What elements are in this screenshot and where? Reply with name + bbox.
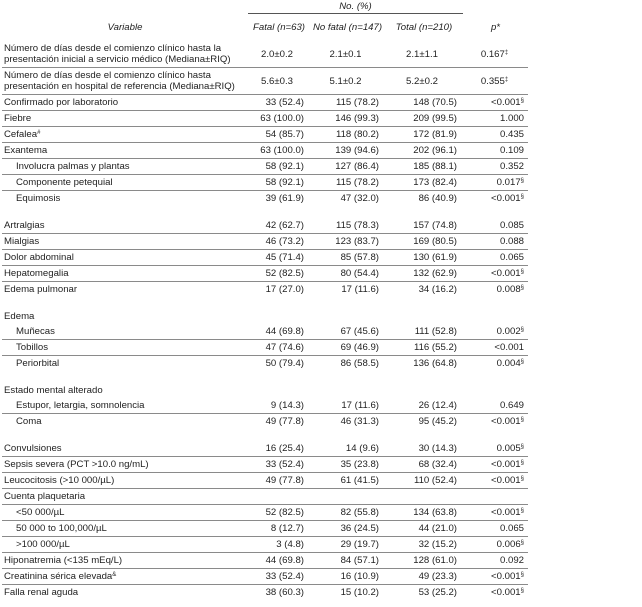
p-value [463,553,528,569]
fatal-value: 17 (27.0) [265,284,304,295]
row-label [2,41,248,68]
row-label [2,383,248,398]
footnote-mark: § [520,476,524,482]
footnote-mark: § [520,508,524,514]
table-row [2,218,528,234]
p-value [463,234,528,250]
table-row [2,266,528,282]
row-label [2,234,248,250]
no-fatal-value: 115 (78.2) [310,175,385,191]
table-row [2,441,528,457]
total-value: 26 (12.4) [385,398,463,414]
row-label [2,585,248,601]
row-label [2,553,248,569]
row-label [2,569,248,585]
total-value: 110 (52.4) [385,473,463,489]
row-label-text: Sepsis severa (PCT >10.0 ng/mL) [4,459,149,470]
table-row [2,569,528,585]
p-value-text: 0.352 [499,161,524,172]
row-label [2,473,248,489]
table-row [2,191,528,207]
footnote-mark: § [520,444,524,450]
no-fatal-value: 82 (55.8) [310,505,385,521]
row-label-text: Estado mental alterado [4,385,103,396]
fatal-value: 33 (52.4) [248,569,310,585]
no-fatal-value: 14 (9.6) [310,441,385,457]
no-fatal-value: 16 (10.9) [310,569,385,585]
table-row [2,159,528,175]
total-value: 130 (61.9) [385,250,463,266]
row-label-text: Periorbital [16,358,60,369]
p-value [463,398,528,414]
p-value-text: <0.001 [491,507,521,518]
no-fatal-value: 36 (24.5) [310,521,385,537]
row-label-text: Cuenta plaquetaria [4,491,86,502]
p-value-text: 0.065 [499,523,524,534]
fatal-value: 44 (69.8) [248,324,310,340]
total-value: 44 (21.0) [385,521,463,537]
no-fatal-value: 139 (94.6) [310,143,385,159]
p-value [463,218,528,234]
total-value: 111 (52.8) [385,324,463,340]
no-fatal-value: 15 (10.2) [340,587,379,598]
row-label-text: Exantema [4,145,48,156]
footnote-mark: § [520,178,524,184]
total-value: 185 (88.1) [385,159,463,175]
total-value: 32 (15.2) [385,537,463,553]
row-label [2,309,248,324]
footnote-mark: § [520,285,524,291]
p-value [463,309,528,324]
no-fatal-value: 86 (58.5) [340,358,379,369]
row-label [2,457,248,473]
p-value-text: 0.004 [496,358,521,369]
fatal-value: 58 (92.1) [248,175,310,191]
table-row [2,414,528,430]
footnote-mark: § [520,327,524,333]
row-label-text: Número de días desde el comienzo clínico hasta presentación en hospital de referencia (Mediana±RIQ) [4,70,235,92]
table-row [2,111,528,127]
table-row [2,457,528,473]
no-fatal-value: 127 (86.4) [310,159,385,175]
spacer-row [2,429,528,441]
fatal-value: 49 (77.8) [265,416,304,427]
p-value-text: 0.085 [499,220,524,231]
total-value: 172 (81.9) [385,127,463,143]
p-value [463,521,528,537]
no-fatal-value: 80 (54.4) [310,266,385,282]
table-row [2,175,528,191]
p-value-text: <0.001 [491,416,521,427]
p-value-text: <0.001 [494,342,524,353]
table-row [2,68,528,95]
total-value: 86 (40.9) [418,193,457,204]
footnote-mark: § [520,572,524,578]
table-row [2,383,528,398]
total-value: 202 (96.1) [385,143,463,159]
p-value-text: 0.005 [496,443,521,454]
total-value: 157 (74.8) [385,218,463,234]
total-value: 53 (25.2) [418,587,457,598]
row-label-text: Hepatomegalia [4,268,69,279]
row-label [2,324,248,340]
p-value [463,282,528,298]
row-label-text: Leucocitosis (>10 000/µL) [4,475,115,486]
p-value-text: <0.001 [491,97,521,108]
table-row [2,250,528,266]
row-label-text: Fiebre [4,113,32,124]
row-label-text: Muñecas [16,326,55,337]
table-row [2,521,528,537]
no-fatal-value [310,489,385,505]
no-fatal-value: 115 (78.2) [310,95,385,111]
footnote-mark: § [520,540,524,546]
p-value-text: 1.000 [499,113,524,124]
fatal-value: 16 (25.4) [248,441,310,457]
no-fatal-value: 17 (11.6) [341,284,379,295]
p-value [463,41,528,68]
table-row [2,143,528,159]
p-value [463,489,528,505]
fatal-value: 47 (74.6) [248,340,310,356]
no-fatal-value: 2.1±0.1 [310,41,385,68]
p-value-text: 0.017 [496,177,521,188]
row-label [2,441,248,457]
total-value: 134 (63.8) [385,505,463,521]
p-value [463,68,528,95]
p-value [463,441,528,457]
p-value [463,111,528,127]
row-label [2,537,248,553]
total-value: 128 (61.0) [385,553,463,569]
row-label [2,414,248,430]
row-label [2,68,248,95]
row-label [2,340,248,356]
p-value-text: <0.001 [491,475,521,486]
no-fatal-value: 67 (45.6) [310,324,385,340]
p-value [463,356,528,372]
row-label [2,127,248,143]
fatal-value [248,309,310,324]
fatal-value: 50 (79.4) [265,358,304,369]
footnote-mark: ‡ [504,49,509,56]
p-value-text: <0.001 [491,268,521,279]
table-row [2,41,528,68]
fatal-value: 2.0±0.2 [248,41,310,68]
row-label [2,398,248,414]
p-value-text: 0.649 [499,400,524,411]
row-label-text: Artralgias [4,220,45,231]
table-row [2,95,528,111]
footnote-mark: § [520,359,524,365]
total-value: 49 (23.3) [385,569,463,585]
table-row [2,585,528,601]
row-label-text: Cefalea [4,129,38,140]
p-value-text: 0.065 [499,252,524,263]
p-value-text: 0.008 [496,284,521,295]
no-fatal-value: 35 (23.8) [310,457,385,473]
no-fatal-value: 85 (57.8) [310,250,385,266]
fatal-value: 63 (100.0) [248,143,310,159]
table-row [2,234,528,250]
row-label [2,95,248,111]
spacer-row [2,206,528,218]
p-value-text: <0.001 [491,587,521,598]
row-label-text: <50 000/µL [16,507,65,518]
p-value [463,143,528,159]
fatal-value: 52 (82.5) [248,505,310,521]
p-value [463,505,528,521]
row-label-text: Dolor abdominal [4,252,74,263]
total-value: 132 (62.9) [385,266,463,282]
group-header: No. (%) [248,0,463,14]
table-row [2,309,528,324]
table-row [2,505,528,521]
no-fatal-value: 146 (99.3) [310,111,385,127]
footnote-mark: § [520,588,524,594]
no-fatal-value [310,309,385,324]
fatal-value: 63 (100.0) [248,111,310,127]
row-label [2,489,248,505]
p-value-text: <0.001 [491,571,521,582]
fatal-value: 46 (73.2) [248,234,310,250]
total-value [385,309,463,324]
no-fatal-value: 118 (80.2) [310,127,385,143]
row-label-text: Involucra palmas y plantas [16,161,130,172]
spacer-row [2,297,528,309]
p-value [463,537,528,553]
fatal-value: 54 (85.7) [248,127,310,143]
p-value-header: p* [490,21,501,33]
footnote-mark: § [520,194,524,200]
fatal-value [248,383,310,398]
footnote-mark: ‡ [504,76,509,83]
row-label [2,191,248,207]
fatal-value: 38 (60.3) [265,587,304,598]
row-label-text: Número de días desde el comienzo clínico hasta la presentación inicial a servicio médico (Mediana±RIQ) [4,43,231,65]
table-row [2,473,528,489]
no-fatal-value: 47 (32.0) [340,193,379,204]
total-value: 30 (14.3) [385,441,463,457]
row-label-text: Hiponatremia (<135 mEq/L) [4,555,123,566]
row-label [2,282,248,298]
row-label-text: Creatinina sérica elevada [4,571,113,582]
fatal-value [248,489,310,505]
row-label [2,143,248,159]
table-row [2,398,528,414]
fatal-value: 5.6±0.3 [248,68,310,95]
row-label [2,266,248,282]
table-row [2,282,528,298]
row-label [2,175,248,191]
row-label-text: Confirmado por laboratorio [4,97,119,108]
p-value [463,266,528,282]
footnote-mark: § [520,417,524,423]
footnote-mark: # [37,130,41,136]
total-value: 5.2±0.2 [385,68,463,95]
total-value: 34 (16.2) [418,284,457,295]
no-fatal-value: 115 (78.3) [310,218,385,234]
total-value: 136 (64.8) [413,358,457,369]
no-fatal-value: 5.1±0.2 [310,68,385,95]
variable-header: Variable [107,21,143,33]
fatal-value: 45 (71.4) [248,250,310,266]
total-value: 2.1±1.1 [385,41,463,68]
total-value: 116 (55.2) [385,340,463,356]
table-row [2,537,528,553]
table-row [2,324,528,340]
fatal-value: 9 (14.3) [248,398,310,414]
p-value [463,414,528,430]
p-value-text: 0.006 [496,539,521,550]
fatal-value: 33 (52.4) [248,95,310,111]
fatal-value: 8 (12.7) [248,521,310,537]
p-value-text: <0.001 [491,193,521,204]
no-fatal-value: 69 (46.9) [310,340,385,356]
p-value [463,95,528,111]
fatal-value: 3 (4.8) [248,537,310,553]
fatal-value: 58 (92.1) [248,159,310,175]
no-fatal-value: 46 (31.3) [340,416,379,427]
clinical-characteristics-table [2,0,528,600]
row-label-text: Convulsiones [4,443,62,454]
total-value [385,383,463,398]
row-label-text: Edema [4,311,35,322]
p-value [463,457,528,473]
row-label [2,111,248,127]
row-label-text: Equimosis [16,193,61,204]
fatal-value: 49 (77.8) [248,473,310,489]
p-value-text: 0.355 [480,75,505,87]
row-label-text: 50 000 to 100,000/µL [16,523,107,534]
p-value-text: 0.435 [499,129,524,140]
row-label-text: Estupor, letargia, somnolencia [16,400,145,411]
row-label-text: Falla renal aguda [4,587,79,598]
p-value [463,340,528,356]
no-fatal-value: 17 (11.6) [310,398,385,414]
row-label-text: Tobillos [16,342,48,353]
p-value [463,324,528,340]
footnote-mark: § [520,98,524,104]
p-value [463,473,528,489]
row-label [2,250,248,266]
table-row [2,489,528,505]
row-label [2,521,248,537]
p-value-text: 0.088 [499,236,524,247]
row-label-text: Componente petequial [16,177,113,188]
table-row [2,340,528,356]
p-value [463,383,528,398]
row-label [2,356,248,372]
total-value: 95 (45.2) [418,416,457,427]
fatal-value: 42 (62.7) [248,218,310,234]
p-value [463,127,528,143]
no-fatal-value: 29 (19.7) [310,537,385,553]
total-value: 173 (82.4) [385,175,463,191]
table-row [2,356,528,372]
p-value-text: 0.167 [480,48,505,60]
total-value [385,489,463,505]
row-label [2,218,248,234]
p-value [463,250,528,266]
fatal-value: 44 (69.8) [248,553,310,569]
no-fatal-value: 61 (41.5) [310,473,385,489]
no-fatal-value: 84 (57.1) [310,553,385,569]
footnote-mark: § [520,269,524,275]
total-value: 148 (70.5) [385,95,463,111]
fatal-value: 52 (82.5) [248,266,310,282]
total-header: Total (n=210) [395,22,453,33]
p-value-text: 0.092 [499,555,524,566]
fatal-value: 33 (52.4) [248,457,310,473]
p-value [463,159,528,175]
footnote-mark: & [112,572,117,578]
row-label-text: Edema pulmonar [4,284,78,295]
row-label [2,159,248,175]
p-value [463,191,528,207]
p-value [463,569,528,585]
table-body [2,41,528,600]
total-value: 209 (99.5) [385,111,463,127]
footnote-mark: § [520,460,524,466]
no-fatal-value [310,383,385,398]
total-value: 169 (80.5) [385,234,463,250]
p-value-text: 0.109 [499,145,524,156]
p-value-text: <0.001 [491,459,521,470]
row-label-text: Mialgias [4,236,40,247]
p-value [463,175,528,191]
fatal-value: 39 (61.9) [265,193,304,204]
p-value-text: 0.002 [496,326,521,337]
spacer-row [2,371,528,383]
fatal-header: Fatal (n=63) [253,22,305,33]
row-label-text: Coma [16,416,42,427]
table-row [2,553,528,569]
p-value [463,585,528,601]
row-label-text: >100 000/µL [16,539,70,550]
total-value: 68 (32.4) [385,457,463,473]
no-fatal-header: No fatal (n=147) [312,22,383,33]
no-fatal-value: 123 (83.7) [310,234,385,250]
table-row [2,127,528,143]
row-label [2,505,248,521]
